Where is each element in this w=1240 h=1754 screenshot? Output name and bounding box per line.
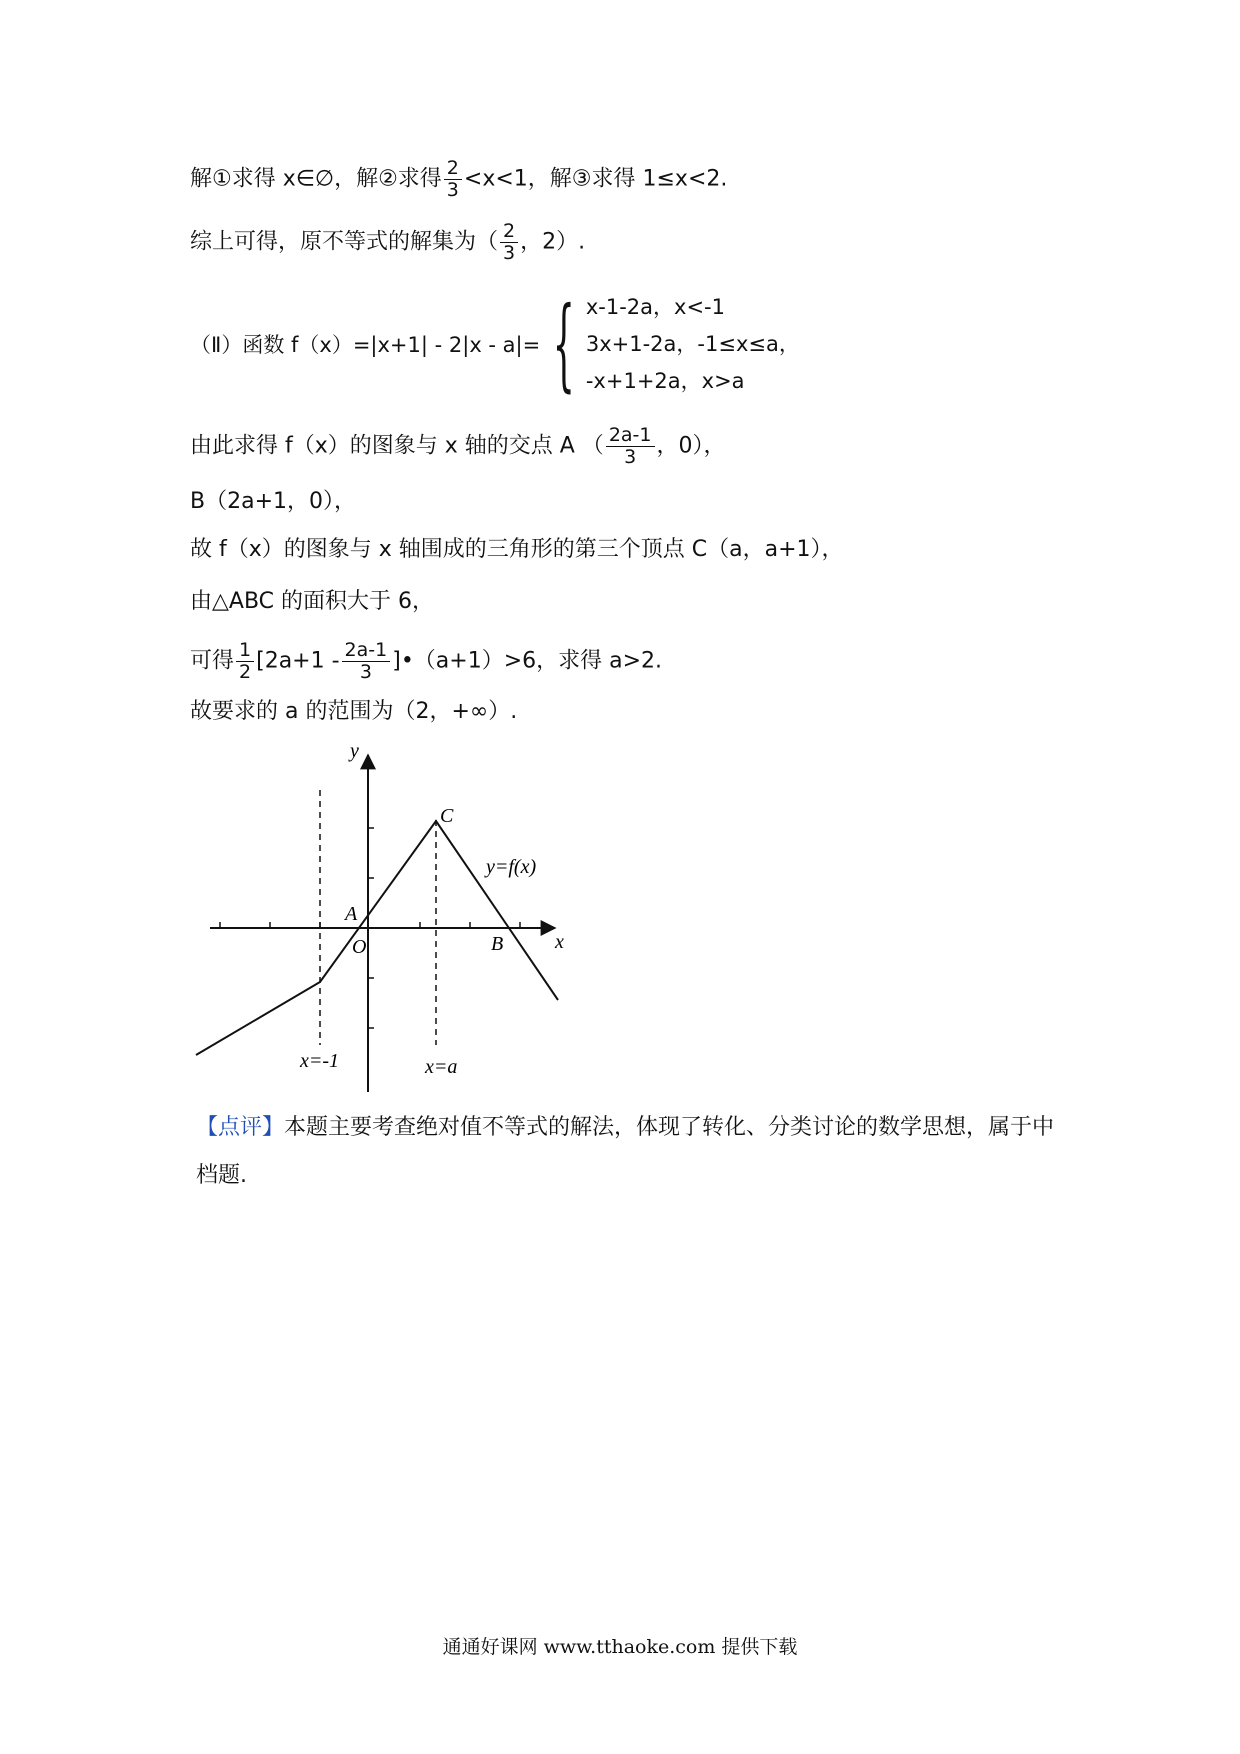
line-4-text-b: ，0）， [656,433,726,459]
line-8-text-a: 可得 [190,648,235,674]
case-2: 3x+1-2a，-1≤x≤a， [585,331,800,356]
page-footer: 通通好课网 www.tthaoke.com 提供下载 [442,1636,798,1658]
line-8 [190,640,662,683]
x-a-label: x=a [425,1056,458,1078]
x-axis-label: x [555,931,564,953]
line-6: 故 f（x）的图象与 x 轴围成的三角形的第三个顶点 C（a，a+1）， [190,537,844,562]
case-1: x-1-2a，x<-1 [585,294,725,319]
piecewise-function [190,286,800,402]
function-curve [196,821,558,1055]
y-ticks [368,828,374,1028]
point-a-label: A [345,903,358,925]
line-1-text-a: 解①求得 x∈∅，解②求得 [190,166,442,192]
fraction: $\frac{2}{3}$ [500,221,518,264]
fraction: $\frac{2}{3}$ [444,158,462,201]
point-b-label: B [491,933,504,955]
review-paragraph [196,1104,1076,1200]
piecewise-prefix: （Ⅱ）函数 f（x）=|x+1| - 2|x - a|= [190,333,541,357]
line-2-text-a: 综上可得，原不等式的解集为（ [190,229,499,255]
line-7: 由△ABC 的面积大于 6， [190,589,435,614]
review-text: 本题主要考查绝对值不等式的解法，体现了转化、分类讨论的数学思想，属于中档题. [196,1115,1055,1188]
line-8-text-b: [2a+1 - [256,648,340,674]
x-ticks [220,922,520,928]
cases [586,289,800,400]
x-minus-1-label: x=-1 [300,1050,340,1072]
review-tag: 【点评】 [196,1115,285,1140]
line-5: B（2a+1，0）， [190,489,356,514]
line-2-text-b: ，2）. [520,229,586,255]
line-1 [190,158,727,201]
fraction: $\frac{2a-1}{3}$ [342,640,391,683]
case-3: -x+1+2a，x>a [585,368,745,393]
brace: { [552,285,576,402]
line-4-text-a: 由此求得 f（x）的图象与 x 轴的交点 A （ [190,433,604,459]
line-2 [190,221,585,264]
line-8-text-c: ]•（a+1）>6，求得 a>2. [392,648,663,674]
line-4 [190,425,726,468]
fraction: $\frac{1}{2}$ [236,640,254,683]
curve-label: y=f(x) [486,856,537,878]
y-axis-label: y [350,740,359,762]
point-c-label: C [440,805,454,827]
line-9: 故要求的 a 的范围为（2，+∞）. [190,699,518,724]
line-1-text-b: <x<1，解③求得 1≤x<2. [463,166,728,192]
fraction: $\frac{2a-1}{3}$ [606,425,655,468]
origin-label: O [352,936,367,958]
